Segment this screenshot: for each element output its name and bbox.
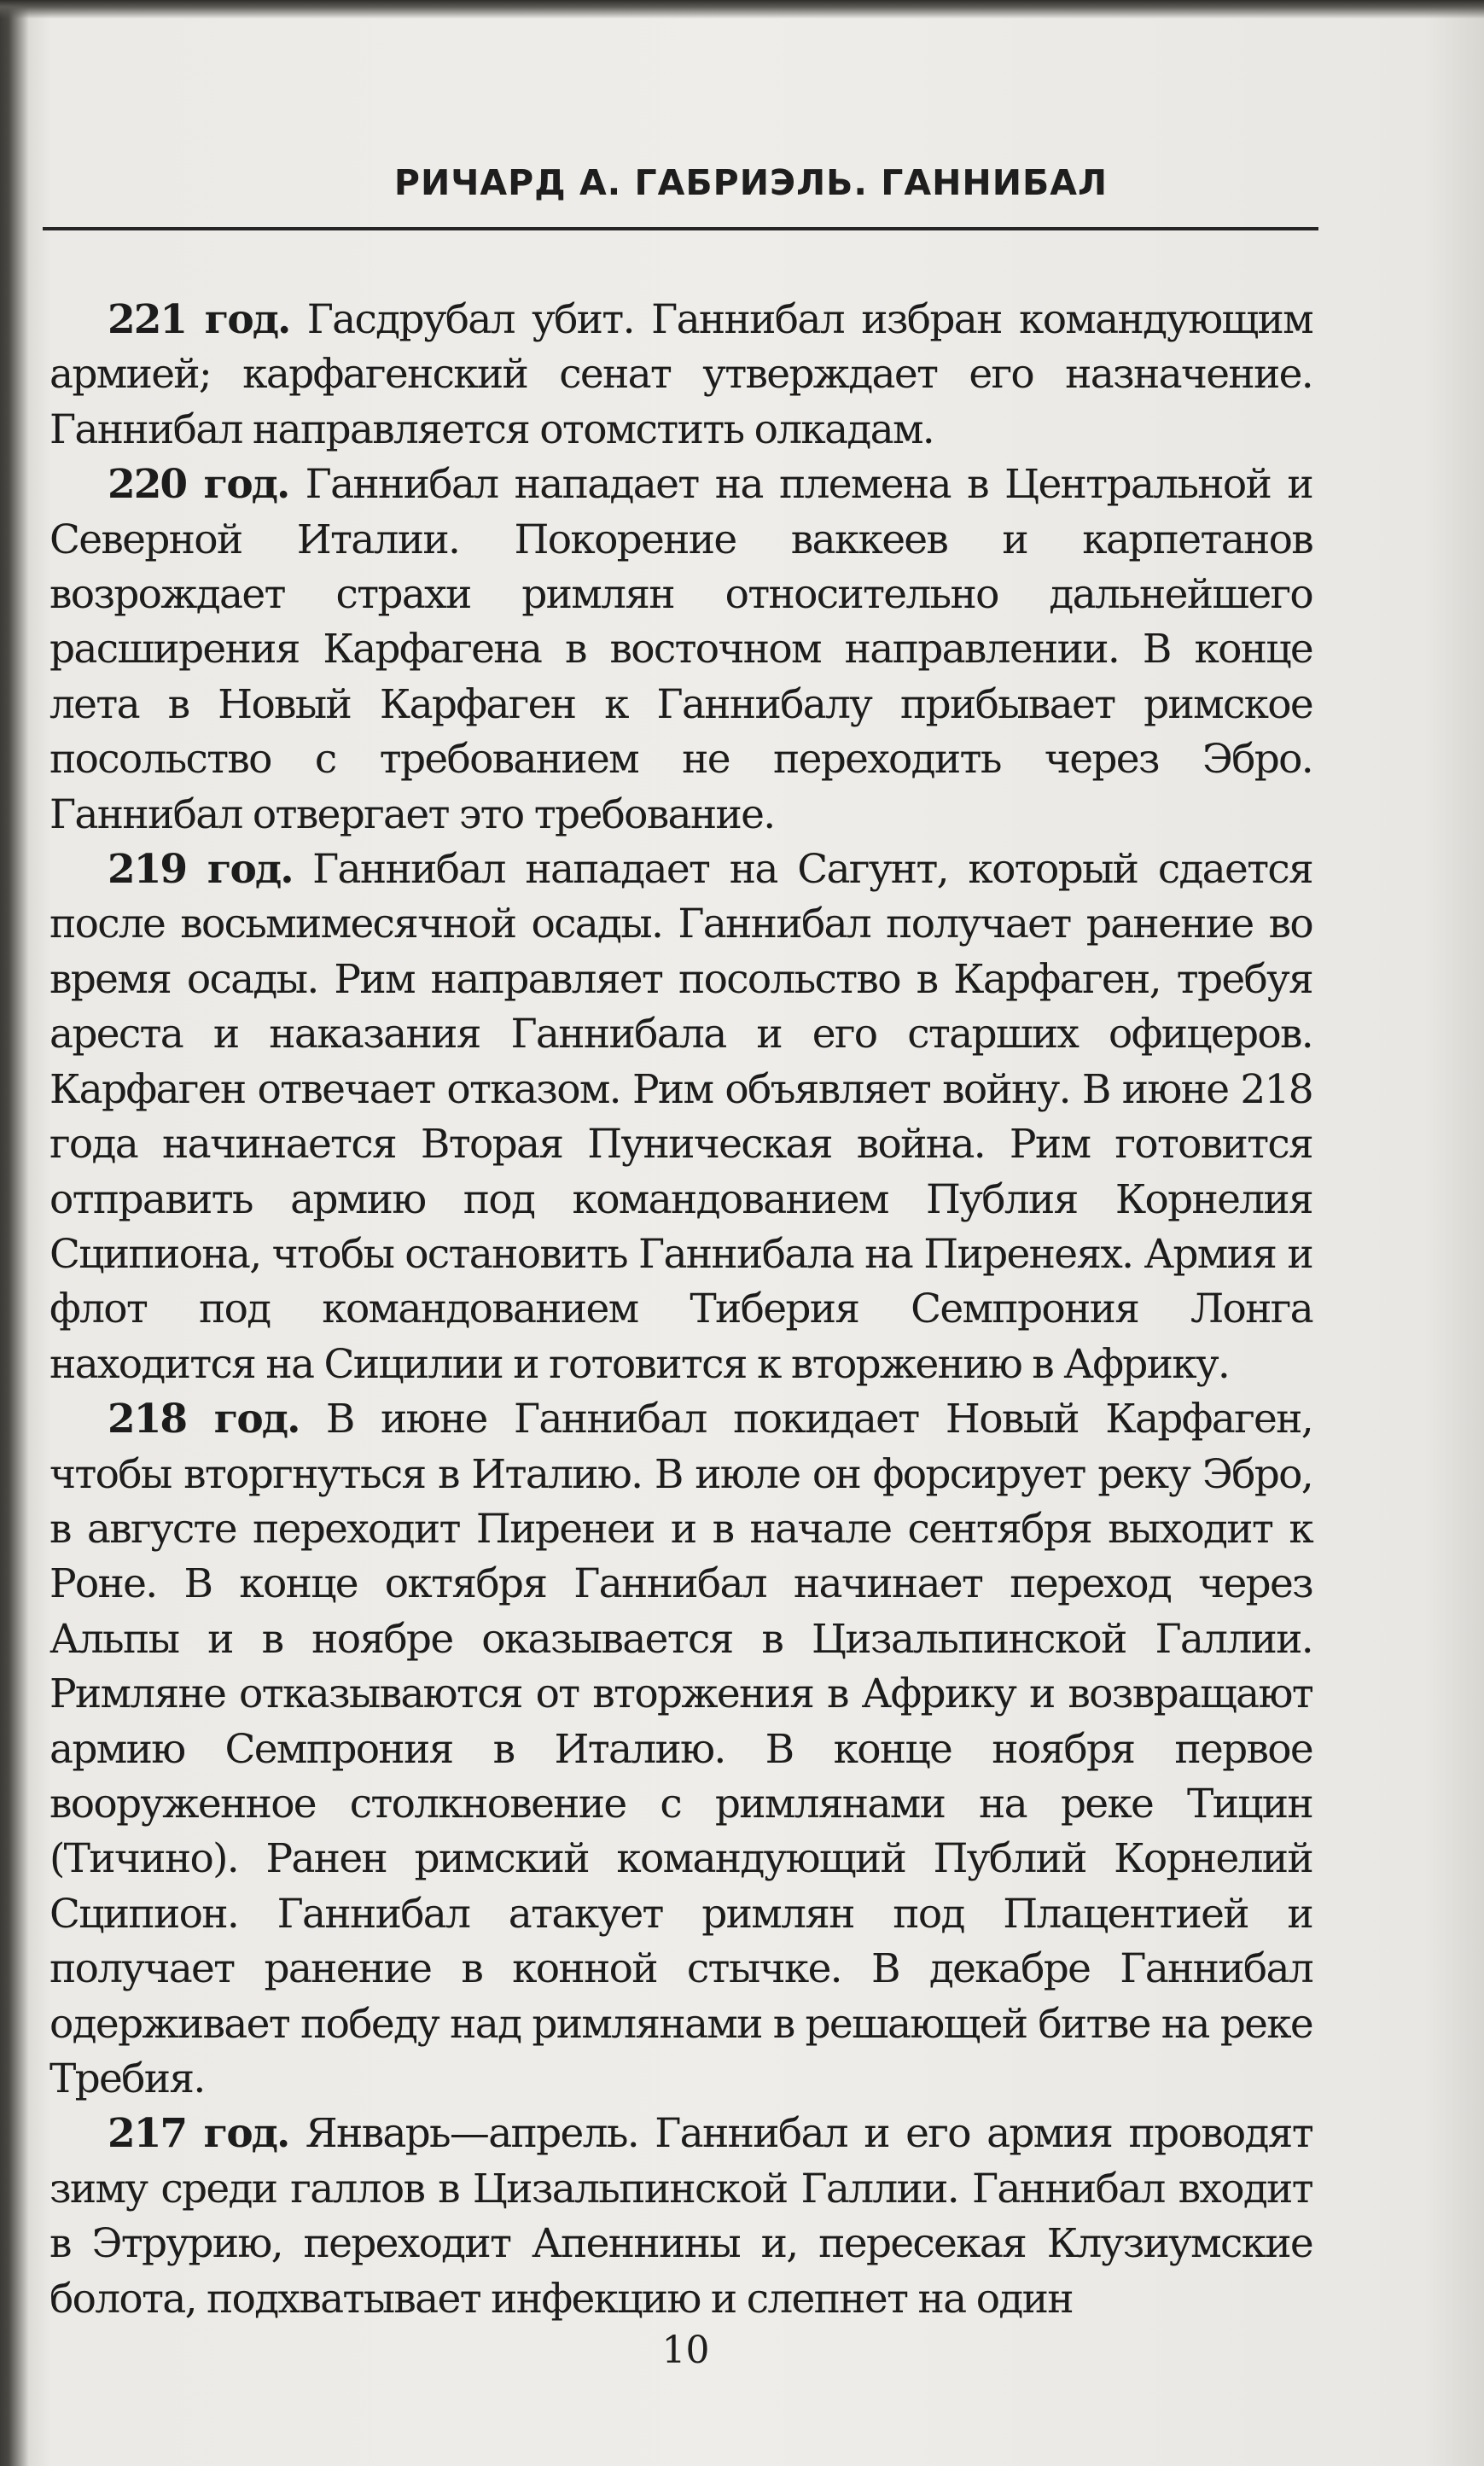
entry-217 xyxy=(49,2107,1312,2327)
book-page xyxy=(34,15,1468,2466)
entry-218 xyxy=(49,1392,1312,2107)
entry-text: Гасдрубал убит. Ганнибал избран командующим армией; карфагенский сенат утверждает его назначение. Ганнибал направляется отомстить олкадам. xyxy=(49,296,1313,453)
entry-221 xyxy=(49,293,1312,458)
chronology-text xyxy=(49,293,1312,2327)
entry-year: 219 год. xyxy=(108,846,293,894)
entry-year: 220 год. xyxy=(108,461,289,509)
entry-text: Ганнибал нападает на племена в Центральной и Северной Италии. Покорение ваккеев и карпетанов возрождает страхи римлян относительно дальнейшего расширения Карфагена в восточном направлении. В конце лета в Новый Карфаген к Ганнибалу прибывает римское посольство с требованием не переходить через Эбро. Ганнибал отвергает это требование. xyxy=(49,461,1312,838)
entry-year: 218 год. xyxy=(108,1396,300,1443)
entry-year: 221 год. xyxy=(108,296,290,343)
header-rule xyxy=(43,227,1318,230)
entry-year: 217 год. xyxy=(108,2110,289,2158)
entry-text: В июне Ганнибал покидает Новый Карфаген, чтобы вторгнуться в Италию. В июле он форсирует реку Эбро, в августе переходит Пиренеи и в начале сентября выходит к Роне. В конце октября Ганнибал начинает переход через Альпы и в ноябре оказывается в Цизальпинской Галлии. Римляне отказываются от вторжения в Африку и возвращают армию Семпрония в Италию. В конце ноября первое вооруженное столкновение с римлянами на реке Тицин (Тичино). Ранен римский командующий Публий Корнелий Сципион. Ганнибал атакует римлян под Плацентией и получает ранение в конной стычке. В декабре Ганнибал одерживает победу над римлянами в решающей битве на реке Требия. xyxy=(49,1396,1312,2102)
entry-text: Ганнибал нападает на Сагунт, который сдается после восьмимесячной осады. Ганнибал получает ранение во время осады. Рим направляет посольство в Карфаген, требуя ареста и наказания Ганнибала и его старших офицеров. Карфаген отвечает отказом. Рим объявляет войну. В июне 218 года начинается Вторая Пуническая война. Рим готовится отправить армию под командованием Публия Корнелия Сципиона, чтобы остановить Ганнибала на Пиренеях. Армия и флот под командованием Тиберия Семпрония Лонга находится на Сицилии и готовится к вторжению в Африку. xyxy=(49,846,1312,1388)
page-number: 10 xyxy=(661,2329,710,2372)
entry-220 xyxy=(49,458,1312,842)
entry-219 xyxy=(49,842,1312,1392)
entry-text: Январь—апрель. Ганнибал и его армия проводят зиму среди галлов в Цизальпинской Галлии. Ганнибал входит в Этрурию, переходит Апеннины и, пересекая Клузиумские болота, подхватывает инфекцию и слепнет на один xyxy=(49,2110,1313,2323)
running-title: РИЧАРД А. ГАБРИЭЛЬ. ГАННИБАЛ xyxy=(393,162,1109,203)
